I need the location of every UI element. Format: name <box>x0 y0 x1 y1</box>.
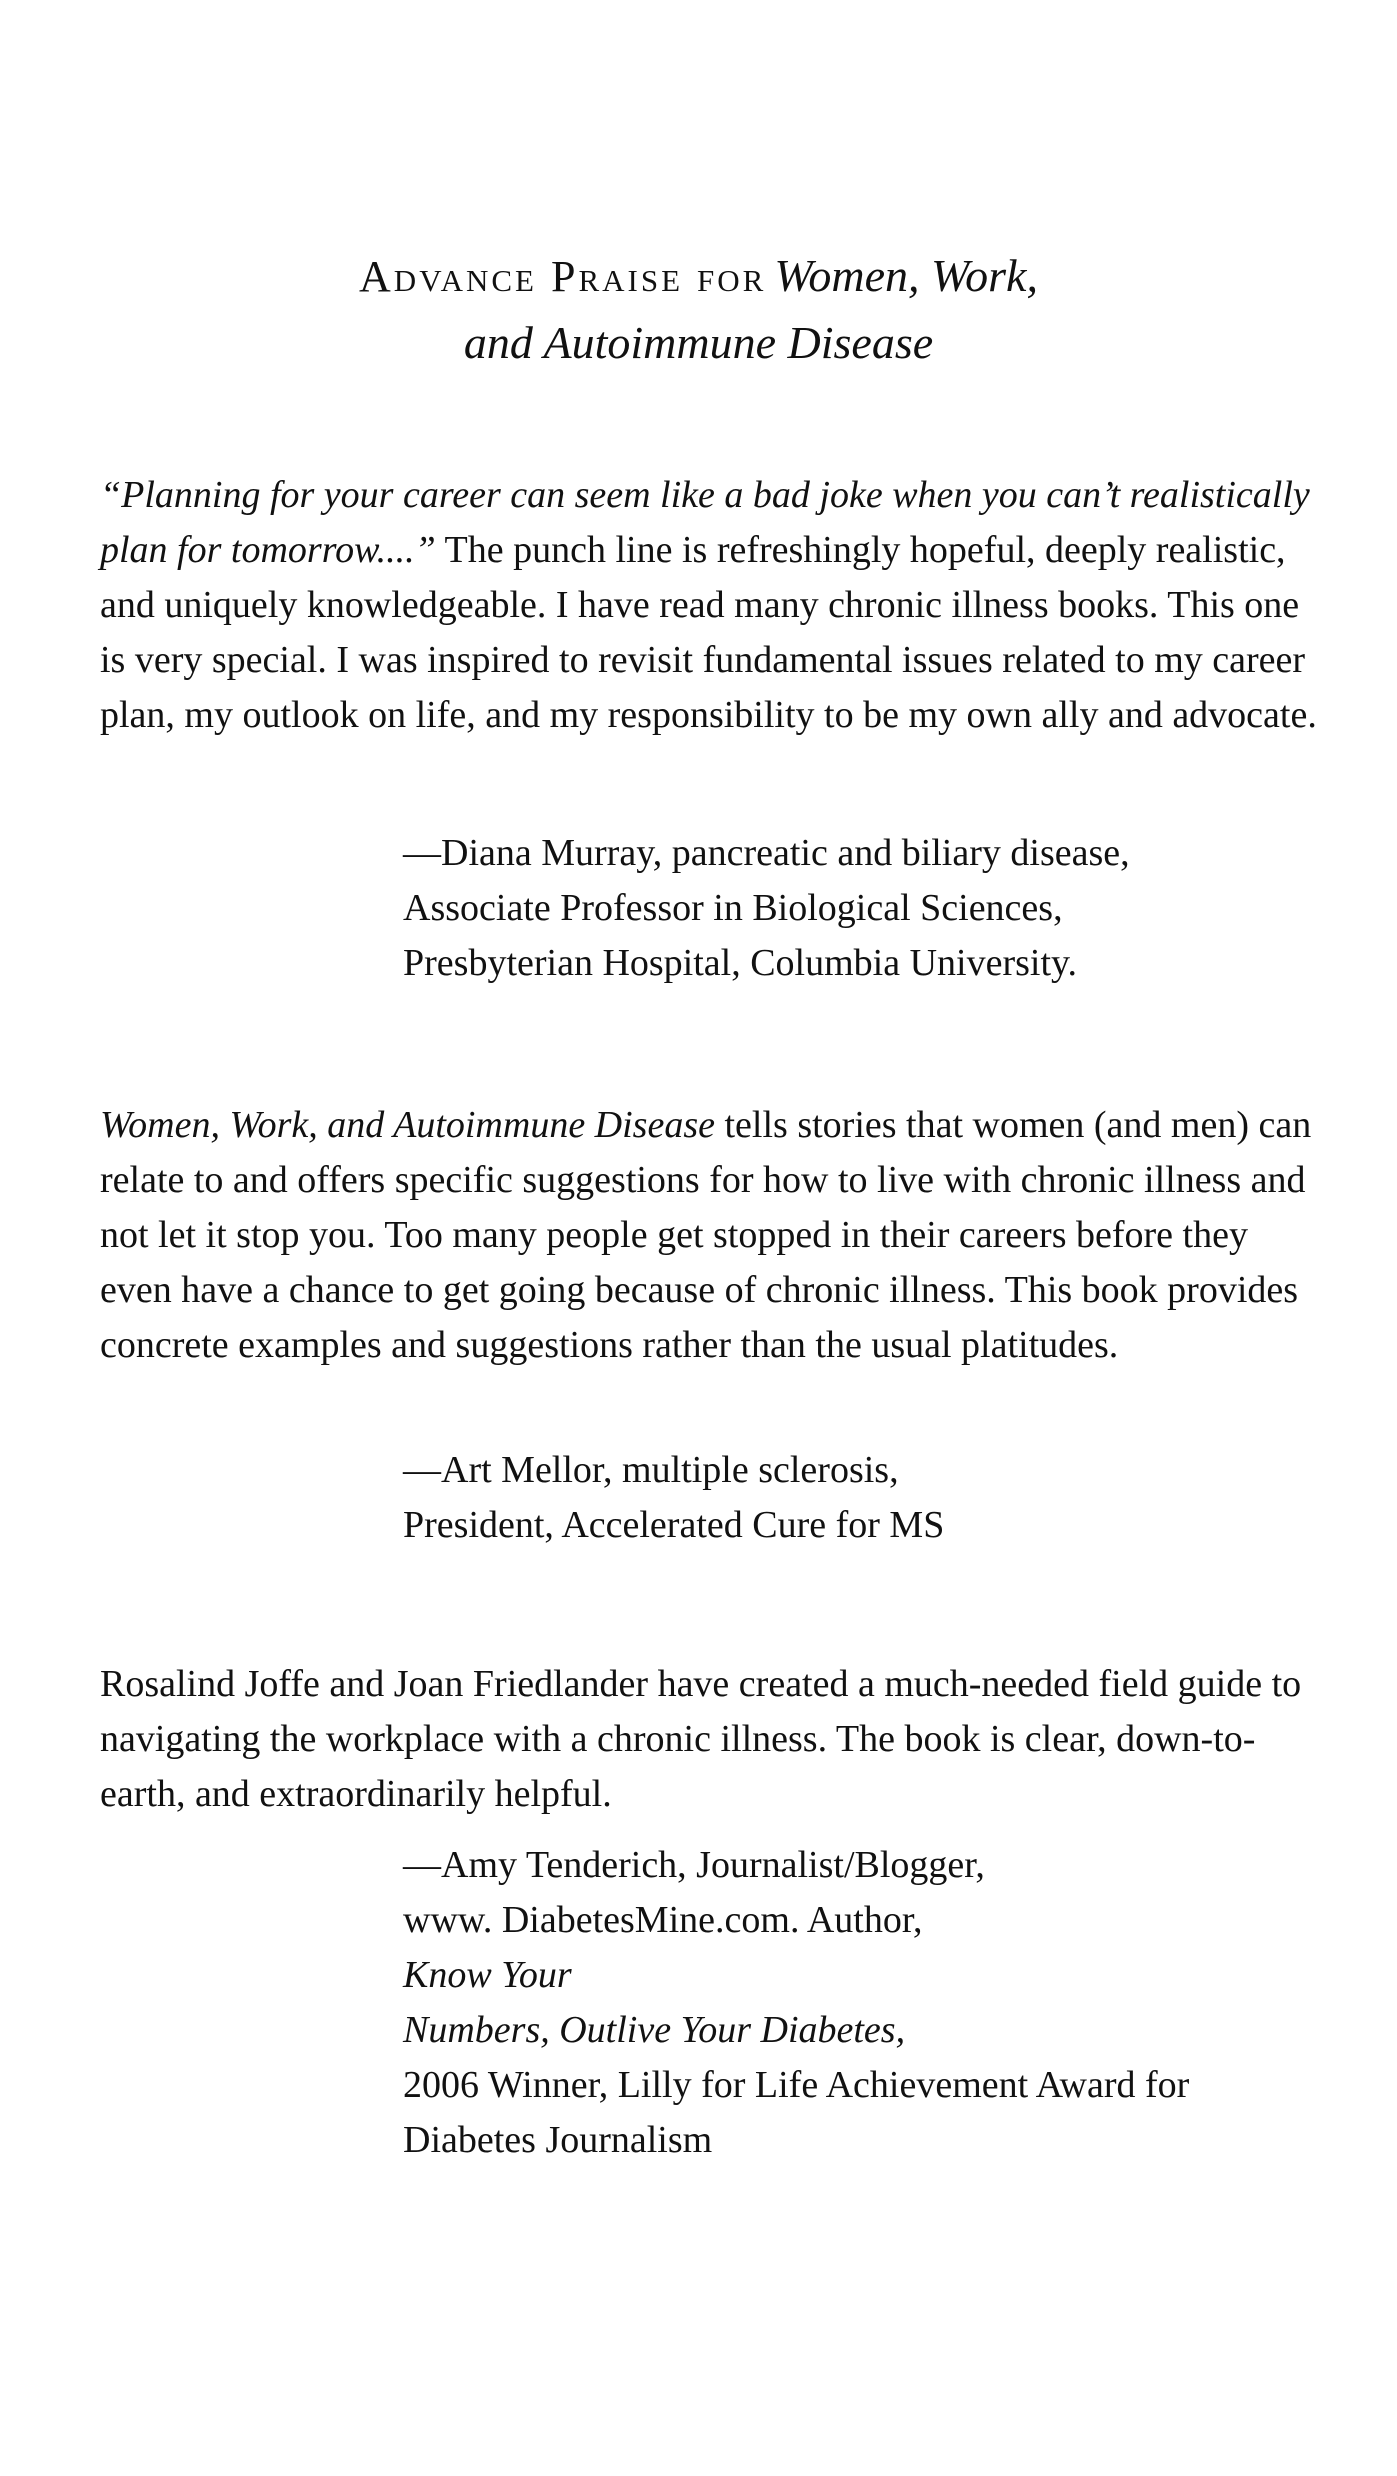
attribution-1-line-2: Associate Professor in Biological Sciences, <box>403 887 1063 929</box>
quote-2-text: tells stories that women (and men) can relate to and offers specific suggestions for how to live with chronic illness and not let it stop you. Too many people get stopped in their careers before they even have a chance to get going because of chronic illness. This book provides concrete examples and suggestions rather than the usual platitudes. <box>100 1104 1312 1366</box>
attribution-3-line-5: Diabetes Journalism <box>403 2119 713 2161</box>
book-title-part-1: Women, Work, <box>774 250 1038 301</box>
praise-quote-1 <box>100 468 1318 743</box>
quote-2-book-title: Women, Work, and Autoimmune Disease <box>100 1104 715 1146</box>
praise-quote-2 <box>100 1098 1318 1373</box>
praise-quote-3 <box>100 1657 1318 1822</box>
quote-3-text: Rosalind Joffe and Joan Friedlander have created a much-needed field guide to navigating the workplace with a chronic illness. The book is clear, down-to-earth, and extraordinarily helpful. <box>100 1663 1302 1815</box>
attribution-2-line-2: President, Accelerated Cure for MS <box>403 1504 945 1546</box>
attribution-3 <box>403 1838 1343 2168</box>
attribution-2-line-1: —Art Mellor, multiple sclerosis, <box>403 1449 899 1491</box>
praise-heading-line-1 <box>0 248 1397 315</box>
quote-1-text: The punch line is refreshingly hopeful, deeply realistic, and uniquely knowledgeable. I have read many chronic illness books. This one is very special. I was inspired to revisit fundamental issues related to my career plan, my outlook on life, and my responsibility to be my own ally and advocate. <box>100 529 1317 736</box>
attribution-3-line-1: —Amy Tenderich, Journalist/Blogger, <box>403 1844 985 1886</box>
attribution-3-line-2 <box>403 1893 1343 2003</box>
quote-1-italic-opening: “Planning for your career can seem like a bad joke when you can’t realistically plan for tomorrow....” <box>100 474 1310 571</box>
attribution-3-line-4: 2006 Winner, Lilly for Life Achievement Award for <box>403 2064 1190 2106</box>
attribution-2 <box>403 1443 1343 1553</box>
book-title-part-2: and Autoimmune Disease <box>463 317 934 368</box>
attribution-1-line-1: —Diana Murray, pancreatic and biliary disease, <box>403 832 1130 874</box>
attribution-3-line-2-italic: Know Your <box>403 1954 572 1996</box>
praise-heading <box>0 248 1397 371</box>
attribution-3-line-3: Numbers, Outlive Your Diabetes, <box>403 2009 906 2051</box>
attribution-1-line-3: Presbyterian Hospital, Columbia University. <box>403 942 1078 984</box>
praise-label: Advance Praise for <box>359 252 767 301</box>
attribution-3-line-2-plain: www. DiabetesMine.com. Author, <box>403 1899 923 1941</box>
attribution-1 <box>403 826 1343 991</box>
